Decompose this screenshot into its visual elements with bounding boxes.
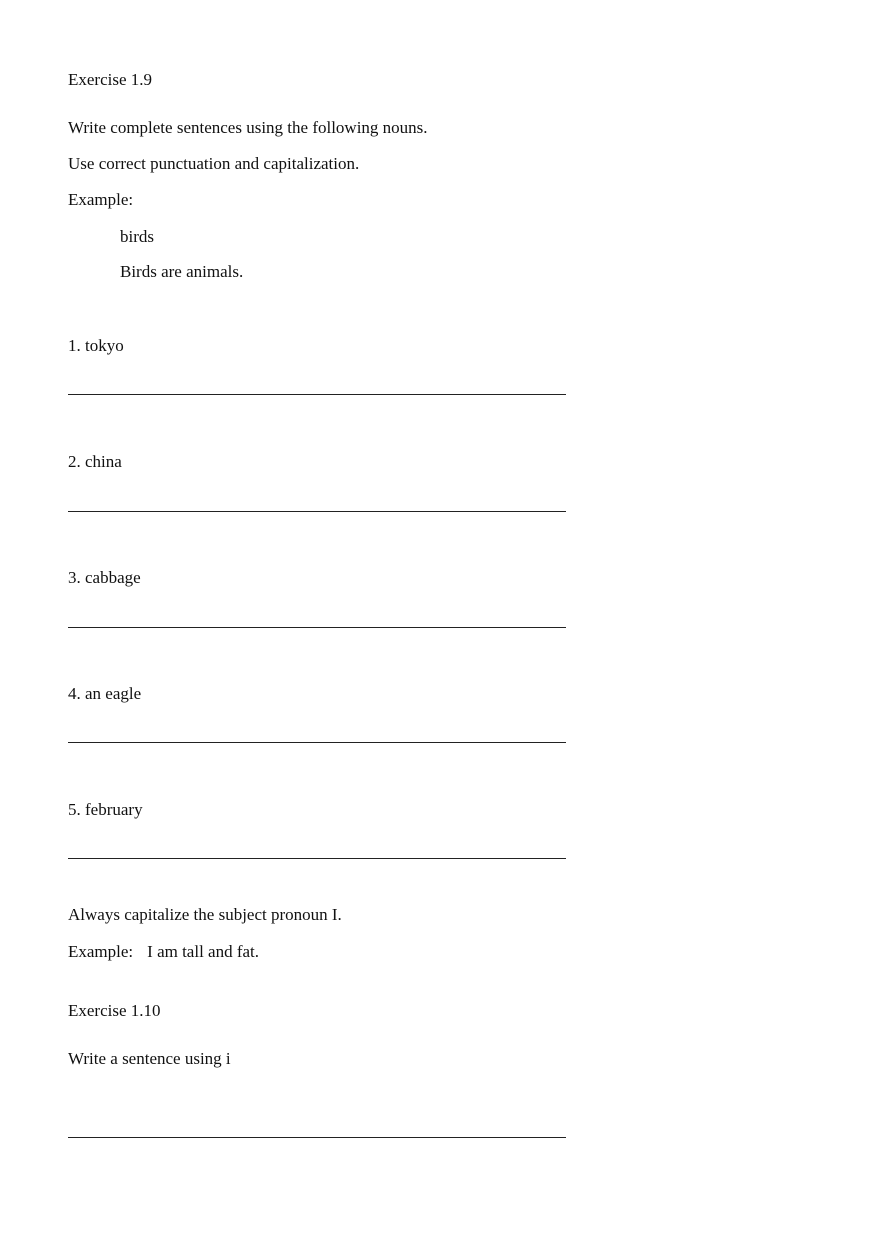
exercise-1-10-heading: Exercise 1.10 [68, 1001, 161, 1020]
example-sentence: Birds are animals. [120, 262, 244, 281]
capitalization-rule: Always capitalize the subject pronoun I. [68, 905, 342, 924]
item-4-label: 4. an eagle [68, 684, 142, 703]
exercise-1-10-instruction: Write a sentence using i [68, 1049, 231, 1068]
item-3-label: 3. cabbage [68, 568, 141, 587]
rule-example-sentence: I am tall and fat. [147, 942, 260, 961]
item-1-answer-line[interactable] [68, 394, 566, 395]
rule-example-label: Example: [68, 942, 134, 961]
item-1-label: 1. tokyo [68, 336, 124, 355]
item-4-answer-line[interactable] [68, 742, 566, 743]
example-word: birds [120, 227, 154, 246]
example-label: Example: [68, 190, 134, 209]
exercise-1-9-instruction: Write complete sentences using the following nouns. [68, 118, 428, 137]
item-2-label: 2. china [68, 452, 122, 471]
exercise-1-9-instruction-2: Use correct punctuation and capitalization. [68, 154, 360, 173]
exercise-1-10-answer-line[interactable] [68, 1137, 566, 1138]
exercise-1-9-heading: Exercise 1.9 [68, 70, 153, 89]
item-5-label: 5. february [68, 800, 143, 819]
rule-example [68, 942, 259, 962]
item-2-answer-line[interactable] [68, 511, 566, 512]
item-3-answer-line[interactable] [68, 627, 566, 628]
item-5-answer-line[interactable] [68, 858, 566, 859]
